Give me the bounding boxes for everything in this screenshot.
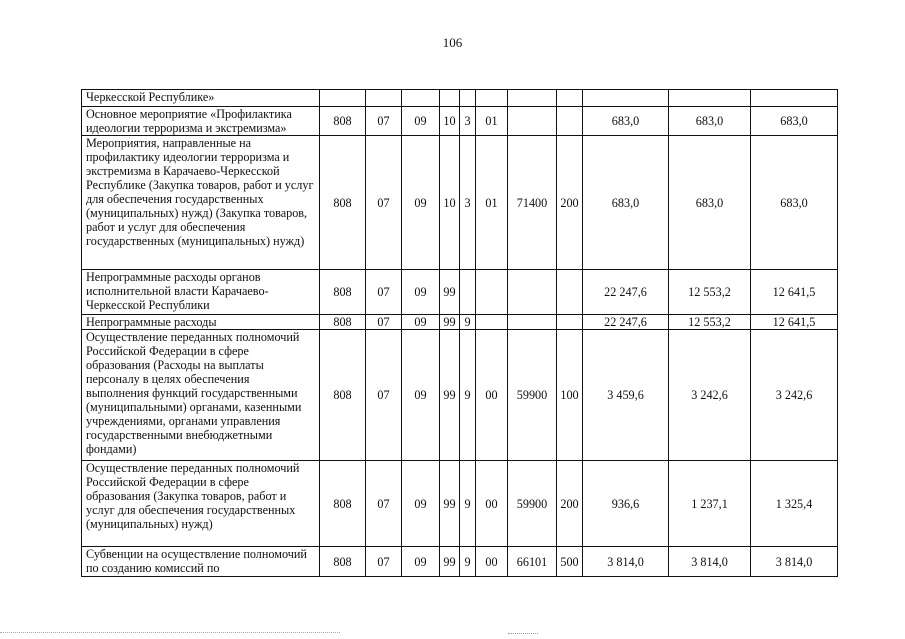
ministry-code: 808: [320, 547, 366, 577]
row-description: Основное мероприятие «Профилактика идеологии терроризма и экстремизма»: [82, 107, 320, 136]
amount-year-1: 22 247,6: [583, 315, 669, 330]
amount-year-2: 1 237,1: [669, 461, 751, 547]
program-code: 10: [440, 136, 460, 270]
ministry-code: 808: [320, 461, 366, 547]
ministry-code: 808: [320, 330, 366, 461]
amount-year-3: 1 325,4: [751, 461, 838, 547]
section-code: 07: [366, 330, 402, 461]
direction-code: [508, 90, 557, 107]
program-code: 99: [440, 461, 460, 547]
scan-noise-mark: [508, 633, 538, 634]
direction-code: 71400: [508, 136, 557, 270]
subprogram-code: 9: [460, 461, 476, 547]
program-code: 10: [440, 107, 460, 136]
section-code: 07: [366, 270, 402, 315]
subprogram-code: [460, 270, 476, 315]
section-code: 07: [366, 107, 402, 136]
subprogram-code: 9: [460, 330, 476, 461]
row-description: Черкесской Республике»: [82, 90, 320, 107]
amount-year-2: 12 553,2: [669, 270, 751, 315]
amount-year-2: 683,0: [669, 136, 751, 270]
row-description: Непрограммные расходы органов исполнительной власти Карачаево-Черкесской Республики: [82, 270, 320, 315]
amount-year-3: 12 641,5: [751, 270, 838, 315]
table-row: [82, 107, 838, 136]
ministry-code: [320, 90, 366, 107]
expense-type-code: 200: [557, 136, 583, 270]
table-row: [82, 461, 838, 547]
table-row: [82, 90, 838, 107]
subprogram-code: 9: [460, 315, 476, 330]
main-event-code: 00: [476, 547, 508, 577]
subsection-code: 09: [402, 461, 440, 547]
table-row: [82, 136, 838, 270]
ministry-code: 808: [320, 270, 366, 315]
amount-year-1: 3 459,6: [583, 330, 669, 461]
table-row: [82, 315, 838, 330]
main-event-code: 00: [476, 330, 508, 461]
subsection-code: 09: [402, 107, 440, 136]
row-description: Субвенции на осуществление полномочий по созданию комиссий по: [82, 547, 320, 577]
main-event-code: 01: [476, 107, 508, 136]
table-row: [82, 330, 838, 461]
amount-year-3: [751, 90, 838, 107]
amount-year-3: 3 814,0: [751, 547, 838, 577]
program-code: 99: [440, 330, 460, 461]
page-number: 106: [442, 35, 463, 50]
amount-year-3: 3 242,6: [751, 330, 838, 461]
table-row: [82, 270, 838, 315]
amount-year-1: 683,0: [583, 107, 669, 136]
subsection-code: 09: [402, 330, 440, 461]
direction-code: 59900: [508, 330, 557, 461]
amount-year-1: 22 247,6: [583, 270, 669, 315]
expense-type-code: [557, 315, 583, 330]
amount-year-2: 3 814,0: [669, 547, 751, 577]
subprogram-code: 3: [460, 107, 476, 136]
scan-noise-line: [0, 632, 340, 633]
amount-year-2: [669, 90, 751, 107]
expense-type-code: [557, 107, 583, 136]
expense-type-code: 200: [557, 461, 583, 547]
amount-year-3: 683,0: [751, 107, 838, 136]
direction-code: 59900: [508, 461, 557, 547]
program-code: [440, 90, 460, 107]
row-description: Непрограммные расходы: [82, 315, 320, 330]
expense-type-code: 100: [557, 330, 583, 461]
table-row: [82, 547, 838, 577]
section-code: 07: [366, 461, 402, 547]
row-description: Осуществление переданных полномочий Российской Федерации в сфере образования (Расходы на выплаты персоналу в целях обеспечения выполнения функций государственными (муниципальными) органами, казенными учреждениями, органами управления государственными внебюджетными фондами): [82, 330, 320, 461]
main-event-code: 00: [476, 461, 508, 547]
section-code: [366, 90, 402, 107]
subprogram-code: 9: [460, 547, 476, 577]
program-code: 99: [440, 270, 460, 315]
amount-year-2: 12 553,2: [669, 315, 751, 330]
row-description: Осуществление переданных полномочий Российской Федерации в сфере образования (Закупка товаров, работ и услуг для обеспечения государственных (муниципальных) нужд): [82, 461, 320, 547]
amount-year-2: 3 242,6: [669, 330, 751, 461]
ministry-code: 808: [320, 107, 366, 136]
amount-year-3: 683,0: [751, 136, 838, 270]
section-code: 07: [366, 547, 402, 577]
subsection-code: [402, 90, 440, 107]
subsection-code: 09: [402, 270, 440, 315]
amount-year-1: 683,0: [583, 136, 669, 270]
amount-year-3: 12 641,5: [751, 315, 838, 330]
subprogram-code: [460, 90, 476, 107]
direction-code: 66101: [508, 547, 557, 577]
amount-year-1: 3 814,0: [583, 547, 669, 577]
ministry-code: 808: [320, 136, 366, 270]
direction-code: [508, 270, 557, 315]
main-event-code: 01: [476, 136, 508, 270]
expense-type-code: [557, 270, 583, 315]
expense-type-code: 500: [557, 547, 583, 577]
amount-year-1: 936,6: [583, 461, 669, 547]
amount-year-1: [583, 90, 669, 107]
amount-year-2: 683,0: [669, 107, 751, 136]
subprogram-code: 3: [460, 136, 476, 270]
budget-table: [81, 89, 838, 577]
main-event-code: [476, 315, 508, 330]
main-event-code: [476, 270, 508, 315]
direction-code: [508, 107, 557, 136]
program-code: 99: [440, 315, 460, 330]
section-code: 07: [366, 136, 402, 270]
main-event-code: [476, 90, 508, 107]
subsection-code: 09: [402, 315, 440, 330]
direction-code: [508, 315, 557, 330]
program-code: 99: [440, 547, 460, 577]
subsection-code: 09: [402, 136, 440, 270]
subsection-code: 09: [402, 547, 440, 577]
ministry-code: 808: [320, 315, 366, 330]
row-description: Мероприятия, направленные на профилактику идеологии терроризма и экстремизма в Карачаево-Черкесской Республике (Закупка товаров, работ и услуг для обеспечения государственных (муниципальных) нужд) (Закупка товаров, работ и услуг для обеспечения государственных (муниципальных) нужд): [82, 136, 320, 270]
section-code: 07: [366, 315, 402, 330]
expense-type-code: [557, 90, 583, 107]
